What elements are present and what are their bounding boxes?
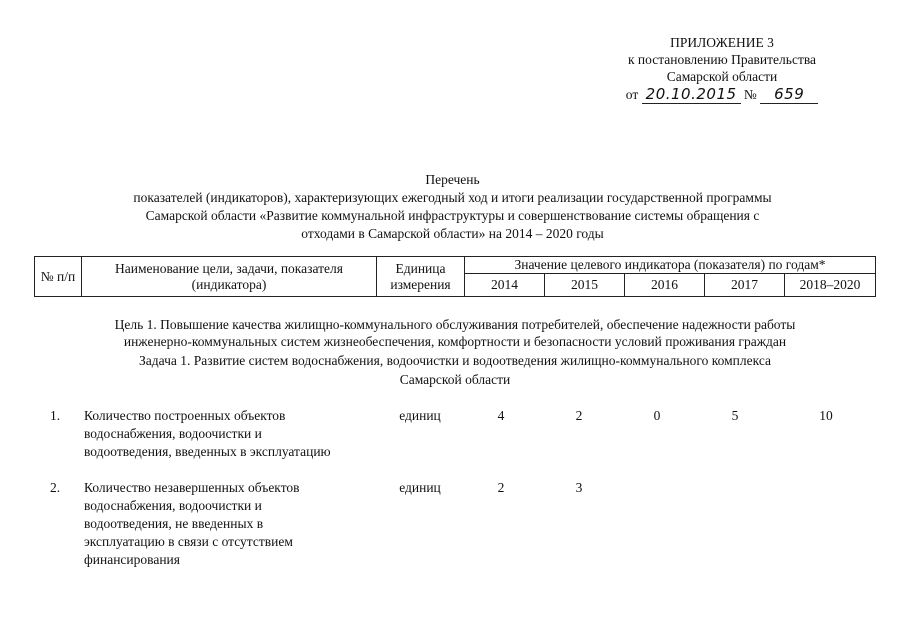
- appendix-header: [592, 34, 852, 104]
- appendix-decree-line: к постановлению Правительства: [627, 52, 817, 67]
- decree-number: 659: [760, 86, 818, 104]
- date-prefix: от: [625, 87, 639, 102]
- goal-heading: [40, 316, 870, 350]
- value-2016: 0: [653, 408, 661, 423]
- indicator-table-header: [34, 256, 876, 297]
- header-year: 2018–2020: [785, 274, 876, 297]
- indicator-unit: единиц: [399, 408, 441, 423]
- value-2014: 2: [497, 480, 505, 495]
- value-2015: 3: [575, 480, 583, 495]
- header-values: Значение целевого индикатора (показателя) по годам*: [465, 257, 876, 274]
- indicator-unit: единиц: [399, 480, 441, 495]
- value-2017: 5: [731, 408, 739, 423]
- indicator-name: [84, 407, 374, 461]
- decree-date: 20.10.2015: [642, 85, 741, 104]
- indicator-name-line: Количество незавершенных объектов: [84, 480, 300, 495]
- header-year: 2016: [625, 274, 705, 297]
- task-line-2: Самарской области: [399, 372, 511, 387]
- header-year: 2014: [465, 274, 545, 297]
- value-2015: 2: [575, 408, 583, 423]
- header-num: № п/п: [35, 257, 82, 297]
- header-name: Наименование цели, задачи, показателя (индикатора): [82, 257, 377, 297]
- indicator-name-line: водоотведения, не введенных в: [84, 516, 264, 531]
- indicator-name: [84, 479, 374, 569]
- appendix-date-number-line: [592, 86, 852, 104]
- goal-line-1: Цель 1. Повышение качества жилищно-коммунального обслуживания потребителей, обеспечение надежности работы: [114, 317, 796, 332]
- header-year: 2015: [545, 274, 625, 297]
- indicator-name-line: финансирования: [84, 552, 180, 567]
- value-2014: 4: [497, 408, 505, 423]
- appendix-region-line: Самарской области: [666, 69, 778, 84]
- indicator-name-line: водоотведения, введенных в эксплуатацию: [84, 444, 331, 459]
- title-line-4: отходами в Самарской области» на 2014 – 2020 годы: [301, 226, 604, 241]
- header-unit: Единица измерения: [377, 257, 465, 297]
- title-line-2: показателей (индикаторов), характеризующих ежегодный ход и итоги реализации государственной программы: [133, 190, 772, 205]
- number-prefix: №: [743, 87, 757, 102]
- indicator-name-line: водоснабжения, водоочистки и: [84, 498, 262, 513]
- value-2018-2020: 10: [819, 408, 833, 423]
- title-line-3: Самарской области «Развитие коммунальной инфраструктуры и совершенствование системы обращения с: [145, 208, 760, 223]
- appendix-title: ПРИЛОЖЕНИЕ 3: [670, 35, 774, 50]
- task-heading: [40, 351, 870, 389]
- indicator-name-line: эксплуатацию в связи с отсутствием: [84, 534, 293, 549]
- indicator-name-line: Количество построенных объектов: [84, 408, 286, 423]
- row-number: 2.: [50, 480, 61, 495]
- indicator-name-line: водоснабжения, водоочистки и: [84, 426, 262, 441]
- goal-line-2: инженерно-коммунальных систем жизнеобеспечения, комфортности и безопасности условий проживания граждан: [123, 334, 787, 349]
- document-title: [0, 171, 905, 243]
- task-line-1: Задача 1. Развитие систем водоснабжения, водоочистки и водоотведения жилищно-коммунального комплекса: [139, 353, 771, 368]
- title-line-1: Перечень: [425, 172, 480, 187]
- header-year: 2017: [705, 274, 785, 297]
- row-number: 1.: [50, 408, 61, 423]
